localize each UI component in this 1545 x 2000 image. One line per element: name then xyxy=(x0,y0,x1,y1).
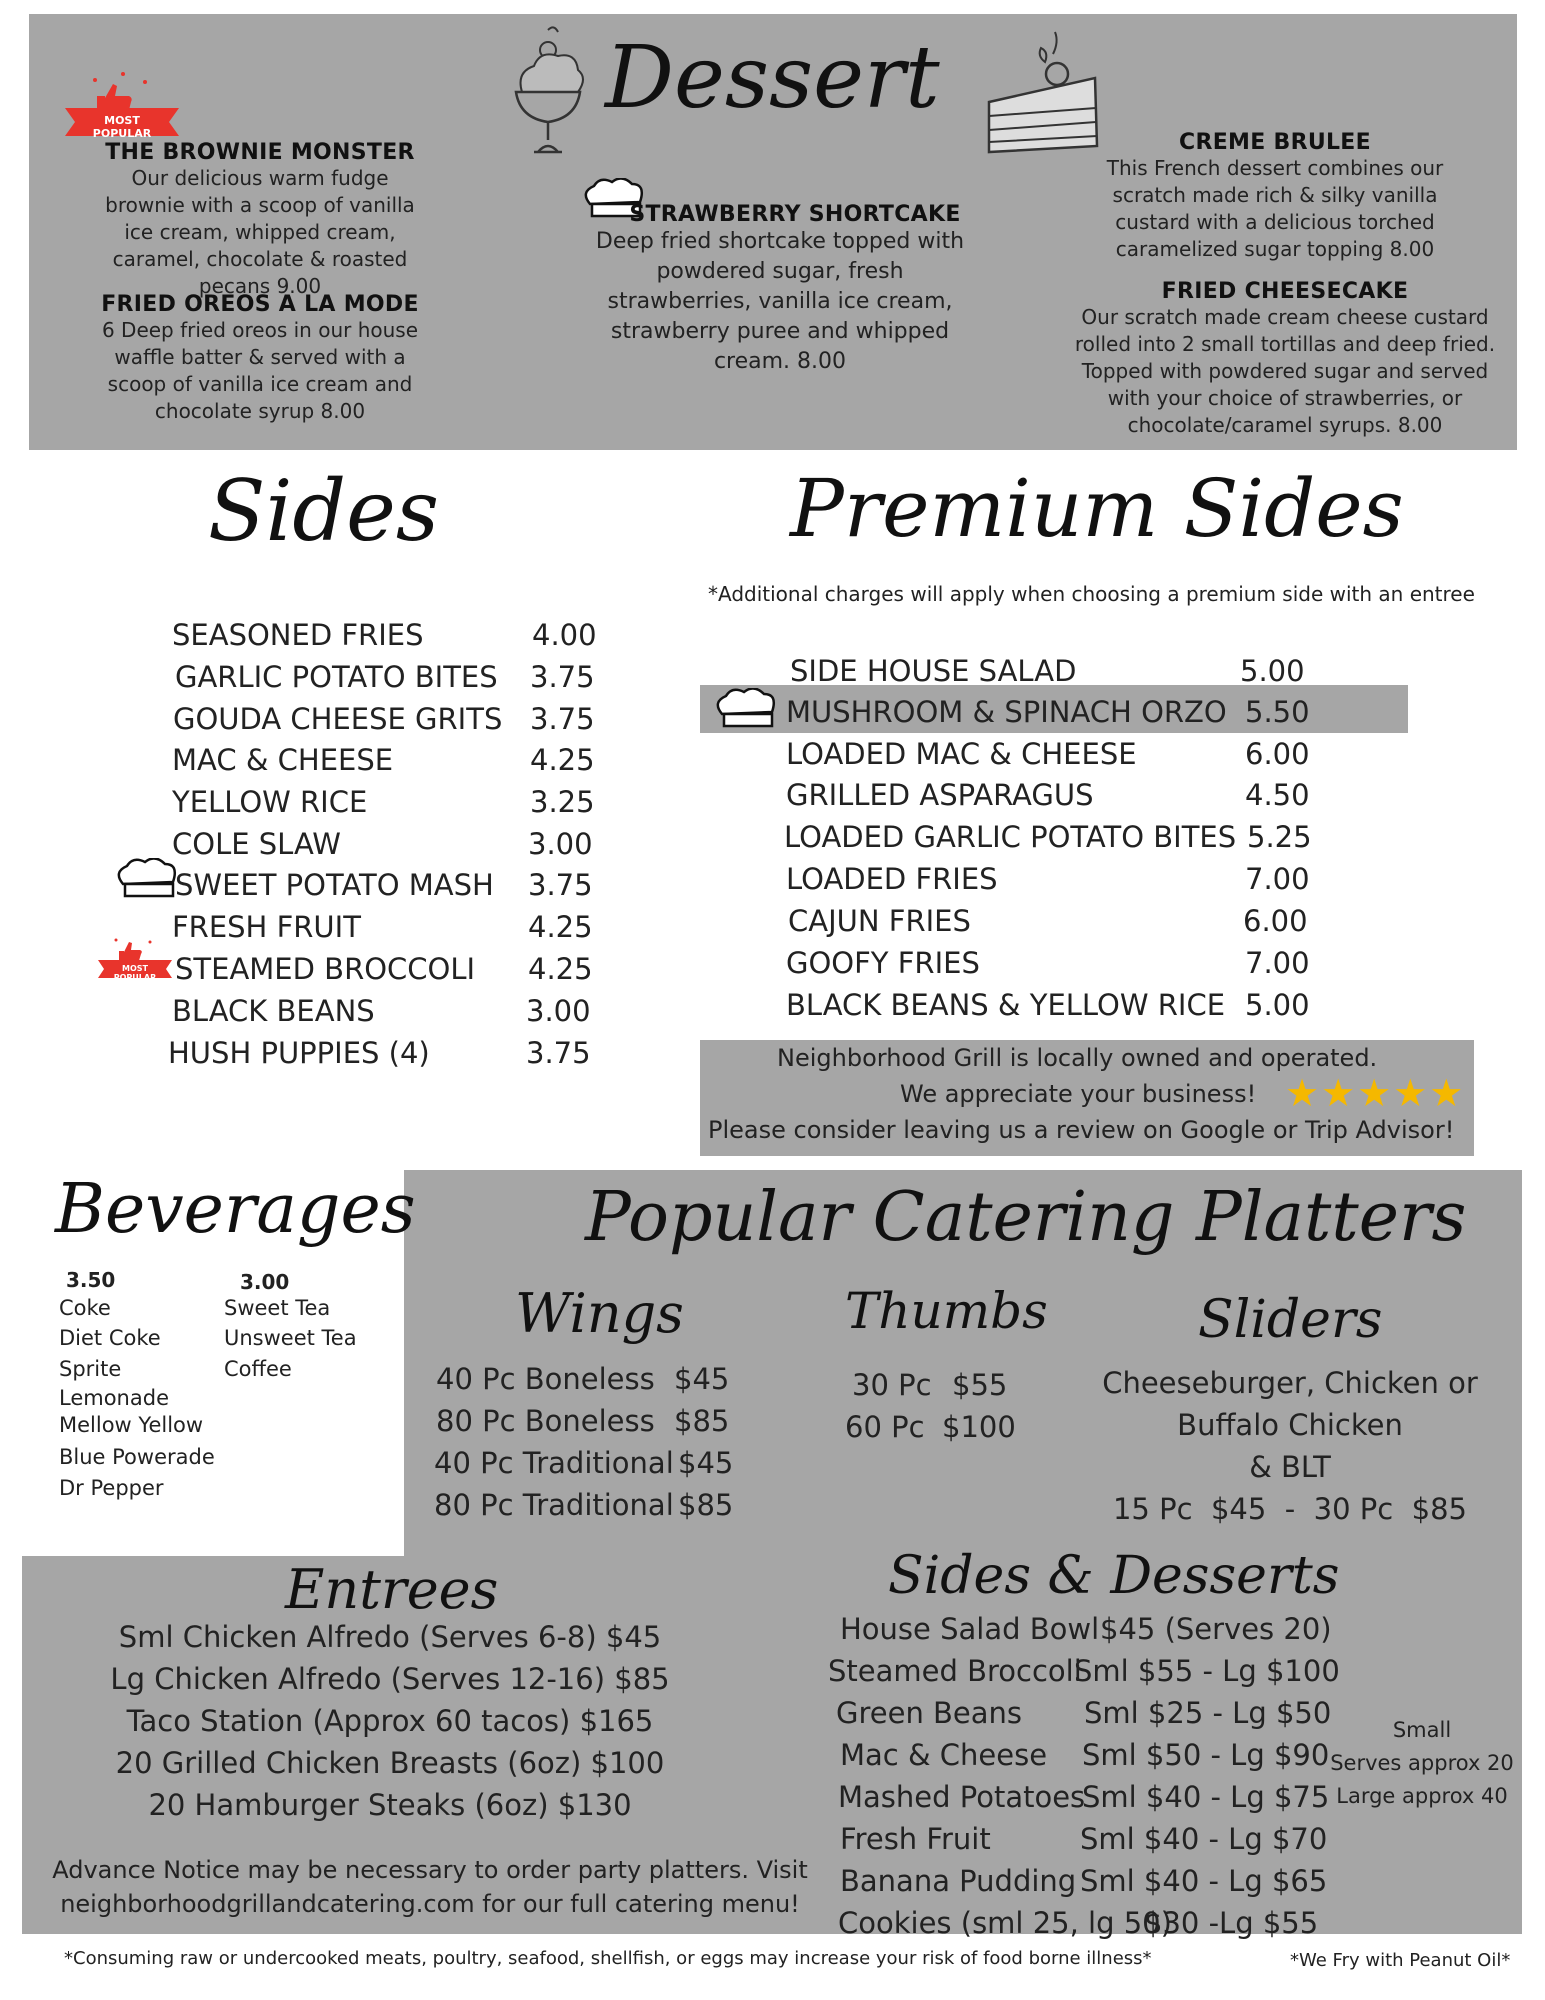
list-item: 20 Hamburger Steaks (6oz) $130 xyxy=(148,1788,632,1822)
list-item: Coke xyxy=(59,1296,111,1320)
list-item: BLACK BEANS & YELLOW RICE xyxy=(786,988,1226,1022)
list-item: Taco Station (Approx 60 tacos) $165 xyxy=(126,1704,654,1738)
list-item-price: 5.50 xyxy=(1245,695,1310,729)
list-item: LOADED FRIES xyxy=(786,862,998,896)
size-note-line: Small xyxy=(1392,1718,1452,1742)
beverage-price: 3.00 xyxy=(240,1270,290,1294)
sliders-desc xyxy=(1080,1362,1500,1530)
list-item-price: 4.25 xyxy=(530,743,595,777)
list-item-price: 3.00 xyxy=(526,994,591,1028)
list-item: Mac & Cheese xyxy=(840,1738,1048,1772)
list-item: SIDE HOUSE SALAD xyxy=(790,654,1077,688)
list-item-price: 5.25 xyxy=(1247,820,1312,854)
list-item: GOOFY FRIES xyxy=(786,946,980,980)
list-item-price: $85 xyxy=(678,1488,734,1522)
list-item: GARLIC POTATO BITES xyxy=(175,660,498,694)
beverage-price: 3.50 xyxy=(66,1268,116,1292)
food-safety-disclaimer: *Consuming raw or undercooked meats, poultry, seafood, shellfish, or eggs may increase your risk of food borne illness* xyxy=(64,1948,1152,1969)
list-item-price: 6.00 xyxy=(1243,904,1308,938)
list-item-price: 3.75 xyxy=(530,660,595,694)
list-item-price: 5.00 xyxy=(1245,988,1310,1022)
list-item-price: 6.00 xyxy=(1245,737,1310,771)
list-item-price: $45 xyxy=(678,1446,734,1480)
list-item: Cookies (sml 25, lg 50) xyxy=(838,1906,1172,1940)
most-popular-badge xyxy=(98,932,172,980)
list-item-price: 3.75 xyxy=(528,868,593,902)
list-item-price: Sml $50 - Lg $90 xyxy=(1082,1738,1330,1772)
list-item: 40 Pc Boneless xyxy=(436,1362,655,1396)
most-popular-badge-label: MOST POPULAR xyxy=(113,964,157,982)
list-item: Green Beans xyxy=(836,1696,1023,1730)
list-item-price: Sml $25 - Lg $50 xyxy=(1084,1696,1332,1730)
notice-line-2: We appreciate your business! xyxy=(900,1080,1257,1108)
advance-notice-line: neighborhoodgrillandcatering.com for our full catering menu! xyxy=(60,1890,800,1918)
list-item: STEAMED BROCCOLI xyxy=(175,952,476,986)
list-item-price: 5.00 xyxy=(1240,654,1305,688)
dessert-title: Dessert xyxy=(605,28,940,128)
thumbs-title: Thumbs xyxy=(845,1282,1048,1340)
list-item-price: 4.25 xyxy=(528,910,593,944)
catering-title: Popular Catering Platters xyxy=(585,1178,1467,1257)
five-stars-icon: ★★★★★ xyxy=(1285,1071,1466,1115)
most-popular-badge xyxy=(65,68,179,140)
list-item-price: 4.25 xyxy=(528,952,593,986)
size-note xyxy=(1322,1714,1522,1813)
list-item: 80 Pc Traditional xyxy=(434,1488,674,1522)
peanut-oil-note: *We Fry with Peanut Oil* xyxy=(1290,1950,1511,1971)
chef-hat-icon xyxy=(113,858,181,902)
ice-cream-sundae-icon xyxy=(508,22,588,162)
list-item: CAJUN FRIES xyxy=(788,904,971,938)
entrees-title: Entrees xyxy=(285,1558,499,1621)
list-item: Coffee xyxy=(224,1357,292,1381)
dessert-item-name: THE BROWNIE MONSTER xyxy=(105,140,415,165)
list-item-price: $55 xyxy=(952,1368,1008,1402)
list-item-price: $45 xyxy=(674,1362,730,1396)
list-item-price: 3.75 xyxy=(530,702,595,736)
dessert-item-desc: This French dessert combines our scratch made rich & silky vanilla custard with a delicious torched caramelized sugar topping 8.00 xyxy=(1106,156,1444,261)
list-item: 30 Pc xyxy=(852,1368,932,1402)
list-item-price: 4.00 xyxy=(532,618,597,652)
list-item-price: 7.00 xyxy=(1245,862,1310,896)
beverages-title: Beverages xyxy=(55,1170,416,1249)
list-item: Mashed Potatoes xyxy=(838,1780,1086,1814)
sliders-line: 15 Pc $45 - 30 Pc $85 xyxy=(1112,1492,1468,1526)
list-item: COLE SLAW xyxy=(172,827,341,861)
dessert-item-name: FRIED OREOS A LA MODE xyxy=(101,292,419,317)
list-item: Diet Coke xyxy=(59,1326,161,1350)
dessert-item-desc: Our delicious warm fudge brownie with a scoop of vanilla ice cream, whipped cream, caramel, chocolate & roasted pecans 9.00 xyxy=(105,166,415,298)
sliders-line: & BLT xyxy=(1249,1450,1331,1484)
list-item-price: Sml $40 - Lg $65 xyxy=(1080,1864,1328,1898)
list-item: HUSH PUPPIES (4) xyxy=(168,1036,430,1070)
dessert-item xyxy=(80,292,440,425)
list-item: Banana Pudding xyxy=(840,1864,1077,1898)
sliders-line: Cheeseburger, Chicken or xyxy=(1102,1366,1478,1400)
premium-sides-note: *Additional charges will apply when choosing a premium side with an entree xyxy=(708,582,1475,606)
list-item: LOADED MAC & CHEESE xyxy=(786,737,1137,771)
dessert-item xyxy=(1060,279,1510,439)
list-item: LOADED GARLIC POTATO BITES xyxy=(784,820,1237,854)
list-item: FRESH FRUIT xyxy=(172,910,361,944)
premium-sides-title: Premium Sides xyxy=(790,462,1404,555)
list-item: Blue Powerade xyxy=(59,1445,215,1469)
notice-line-1: Neighborhood Grill is locally owned and operated. xyxy=(777,1044,1378,1072)
list-item-price: Sml $55 - Lg $100 xyxy=(1074,1654,1340,1688)
wings-title: Wings xyxy=(515,1282,684,1345)
dessert-item xyxy=(1070,130,1480,263)
list-item: MUSHROOM & SPINACH ORZO xyxy=(786,695,1227,729)
list-item: SWEET POTATO MASH xyxy=(175,868,494,902)
list-item-price: 3.75 xyxy=(526,1036,591,1070)
dessert-item-name: STRAWBERRY SHORTCAKE xyxy=(629,202,961,227)
list-item-price: 7.00 xyxy=(1245,946,1310,980)
chef-hat-icon xyxy=(712,688,780,732)
list-item: SEASONED FRIES xyxy=(172,618,424,652)
list-item-price: $45 (Serves 20) xyxy=(1100,1612,1332,1646)
list-item: GOUDA CHEESE GRITS xyxy=(173,702,503,736)
list-item: MAC & CHEESE xyxy=(172,743,394,777)
sides-desserts-title: Sides & Desserts xyxy=(888,1546,1340,1606)
list-item: Fresh Fruit xyxy=(840,1822,991,1856)
list-item: Sml Chicken Alfredo (Serves 6-8) $45 xyxy=(118,1620,662,1654)
dessert-item xyxy=(585,202,975,377)
list-item-price: Sml $40 - Lg $75 xyxy=(1082,1780,1330,1814)
sliders-line: Buffalo Chicken xyxy=(1177,1408,1403,1442)
list-item: 20 Grilled Chicken Breasts (6oz) $100 xyxy=(115,1746,665,1780)
size-note-line: Large approx 40 xyxy=(1336,1784,1508,1808)
advance-notice-line: Advance Notice may be necessary to order party platters. Visit xyxy=(52,1856,808,1884)
dessert-item-name: FRIED CHEESECAKE xyxy=(1161,279,1409,304)
entrees-list xyxy=(90,1616,690,1826)
list-item: Mellow Yellow xyxy=(59,1413,204,1437)
list-item-price: 3.25 xyxy=(530,785,595,819)
notice-line-3: Please consider leaving us a review on Google or Trip Advisor! xyxy=(708,1116,1455,1144)
list-item: BLACK BEANS xyxy=(172,994,375,1028)
list-item-price: 3.00 xyxy=(528,827,593,861)
list-item: 80 Pc Boneless xyxy=(436,1404,655,1438)
sliders-title: Sliders xyxy=(1198,1290,1383,1350)
list-item: Lemonade xyxy=(59,1386,169,1410)
list-item: Steamed Broccoli xyxy=(828,1654,1082,1688)
dessert-item-desc: Our scratch made cream cheese custard rolled into 2 small tortillas and deep fried. Topped with powdered sugar and served with your choice of strawberries, or chocolate/caramel syrups. 8.00 xyxy=(1074,305,1496,437)
sides-title: Sides xyxy=(208,462,439,560)
list-item-price: $100 xyxy=(942,1410,1016,1444)
list-item-price: $85 xyxy=(674,1404,730,1438)
list-item-price: $30 -Lg $55 xyxy=(1144,1906,1319,1940)
list-item: Sprite xyxy=(59,1357,122,1381)
list-item: 60 Pc xyxy=(845,1410,925,1444)
list-item: YELLOW RICE xyxy=(172,785,368,819)
list-item: GRILLED ASPARAGUS xyxy=(786,778,1094,812)
dessert-item-name: CREME BRULEE xyxy=(1179,130,1371,155)
dessert-item-desc: Deep fried shortcake topped with powdered sugar, fresh strawberries, vanilla ice cream, strawberry puree and whipped cream. 8.00 xyxy=(595,229,965,374)
review-notice xyxy=(700,1040,1474,1156)
list-item: Sweet Tea xyxy=(224,1296,331,1320)
dessert-item xyxy=(80,140,440,300)
list-item: Dr Pepper xyxy=(59,1476,164,1500)
most-popular-badge-label: MOST POPULAR xyxy=(92,114,152,140)
list-item: Lg Chicken Alfredo (Serves 12-16) $85 xyxy=(110,1662,670,1696)
list-item: 40 Pc Traditional xyxy=(434,1446,674,1480)
list-item-price: 4.50 xyxy=(1245,778,1310,812)
list-item: House Salad Bowl xyxy=(840,1612,1100,1646)
dessert-item-desc: 6 Deep fried oreos in our house waffle batter & served with a scoop of vanilla ice cream and chocolate syrup 8.00 xyxy=(101,318,419,423)
list-item-price: Sml $40 - Lg $70 xyxy=(1080,1822,1328,1856)
size-note-line: Serves approx 20 xyxy=(1330,1751,1514,1775)
list-item: Unsweet Tea xyxy=(224,1326,357,1350)
advance-notice xyxy=(40,1853,820,1921)
